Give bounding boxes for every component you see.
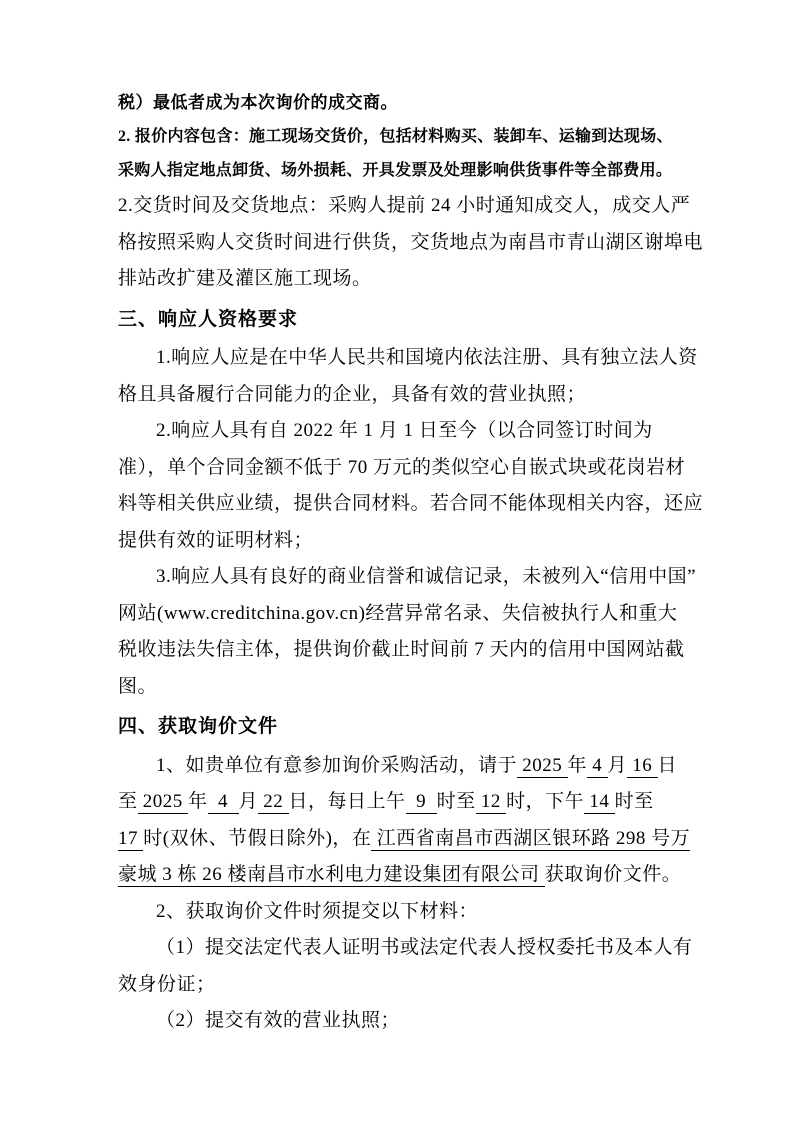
text-line — [118, 559, 697, 596]
text-run: 格按照采购人交货时间进行供货，交货地点为南昌市青山湖区谢埠电 — [118, 231, 704, 253]
paragraph-quote-content — [118, 120, 690, 188]
text-line — [118, 1003, 690, 1040]
text-line — [118, 486, 704, 523]
text-run: 2.交货时间及交货地点：采购人提前 24 小时通知成交人，成交人严 — [118, 195, 691, 216]
underlined-blank-text: 江西省南昌市西湖区银环路 298 号万 — [371, 827, 691, 849]
text-run: 1、如贵单位有意参加询价采购活动，请于 — [156, 754, 518, 776]
document-body — [118, 86, 704, 1040]
paragraph-qualification-1 — [118, 340, 698, 413]
text-line — [118, 967, 690, 1004]
paragraph-delivery — [118, 188, 704, 298]
text-line — [118, 340, 698, 377]
text-run: 日 — [657, 754, 678, 776]
text-run: 时至 — [614, 791, 654, 812]
text-run: （1）提交法定代表人证明书或法定代表人授权委托书及本人有 — [156, 937, 693, 958]
text-line — [118, 120, 690, 154]
text-run: 图。 — [118, 675, 158, 697]
text-run: 提供有效的证明材料； — [118, 529, 314, 551]
text-run: 排站改扩建及灌区施工现场。 — [118, 268, 372, 289]
text-run: 格且具备履行合同能力的企业，具备有效的营业执照； — [118, 383, 587, 405]
paragraph-obtain-document — [118, 748, 690, 894]
text-line — [118, 821, 690, 858]
paragraph-qualification-2 — [118, 413, 704, 559]
paragraph-qualification-3 — [118, 559, 697, 705]
underlined-blank-text: 12 — [475, 791, 507, 812]
text-line — [118, 596, 690, 633]
text-run: 3.响应人具有良好的商业信誉和诚信记录，未被列入“信用中国” — [156, 566, 697, 587]
text-line — [118, 784, 690, 821]
text-run: 时(双休、节假日除外)，在 — [143, 827, 372, 849]
text-line — [118, 523, 690, 560]
underlined-blank-text: 豪城 3 栋 26 楼南昌市水利电力建设集团有限公司 — [118, 864, 545, 885]
underlined-blank-text: 14 — [584, 791, 615, 812]
text-run: 2.响应人具有自 2022 年 1 月 1 日至今（以合同签订时间为 — [156, 420, 653, 441]
text-run: 网站(www.creditchina.gov.cn)经营异常名录、失信被执行人和重大 — [118, 602, 678, 624]
text-run: 采购人指定地点卸货、场外损耗、开具发票及处理影响供货事件等全部费用。 — [118, 162, 673, 179]
underlined-blank-text: 4 — [207, 791, 239, 812]
text-run: 年 — [567, 754, 588, 776]
text-run: 税）最低者成为本次询价的成交商。 — [118, 93, 398, 112]
text-line — [118, 669, 690, 706]
text-line — [118, 748, 690, 785]
underlined-blank-text: 9 — [405, 791, 437, 812]
text-line — [118, 225, 704, 262]
heading-section-4 — [118, 709, 690, 746]
text-run: 至 — [118, 791, 138, 812]
underlined-blank-text: 2025 — [137, 791, 189, 812]
underlined-blank-text: 2025 — [517, 754, 568, 776]
text-line — [118, 261, 690, 298]
text-line — [118, 857, 690, 894]
text-line — [118, 302, 690, 339]
text-line — [118, 413, 690, 450]
text-line — [118, 377, 690, 414]
text-run: 1.响应人应是在中华人民共和国境内依法注册、具有独立法人资 — [156, 347, 698, 368]
text-run: 月 — [238, 791, 259, 812]
text-run: 月 — [607, 754, 628, 776]
text-line — [118, 154, 690, 188]
text-run: 日，每日上午 — [288, 791, 406, 812]
text-line — [118, 709, 690, 746]
text-run: 四、获取询价文件 — [118, 716, 279, 737]
text-run: 年 — [188, 791, 208, 812]
text-run: 准），单个合同金额不低于 70 万元的类似空心自嵌式块或花岗岩材 — [118, 456, 686, 478]
text-run: 料等相关供应业绩，提供合同材料。若合同不能体现相关内容，还应 — [118, 493, 704, 514]
text-line — [118, 632, 690, 669]
text-run: 2. 报价内容包含：施工现场交货价，包括材料购买、装卸车、运输到达现场、 — [118, 128, 673, 145]
text-run: 税收违法失信主体，提供询价截止时间前 7 天内的信用中国网站截 — [118, 639, 685, 660]
paragraph-award-rule — [118, 86, 690, 120]
text-run: 效身份证； — [118, 973, 216, 995]
text-run: （2）提交有效的营业执照； — [156, 1010, 401, 1031]
paragraph-materials-required — [118, 894, 690, 931]
text-run: 时至 — [436, 791, 476, 812]
text-run: 2、获取询价文件时须提交以下材料： — [156, 900, 479, 922]
heading-section-3 — [118, 302, 690, 339]
paragraph-material-item-2 — [118, 1003, 690, 1040]
text-line — [118, 188, 690, 225]
text-run: 时，下午 — [506, 791, 585, 812]
text-line — [118, 930, 693, 967]
underlined-blank-text: 16 — [627, 754, 658, 776]
text-run: 获取询价文件。 — [544, 864, 682, 885]
text-line — [118, 86, 690, 120]
paragraph-material-item-1 — [118, 930, 693, 1003]
text-line — [118, 450, 690, 487]
underlined-blank-text: 17 — [118, 827, 144, 849]
text-line — [118, 894, 690, 931]
underlined-blank-text: 4 — [587, 754, 608, 776]
underlined-blank-text: 22 — [258, 791, 289, 812]
text-run: 三、响应人资格要求 — [118, 308, 299, 330]
